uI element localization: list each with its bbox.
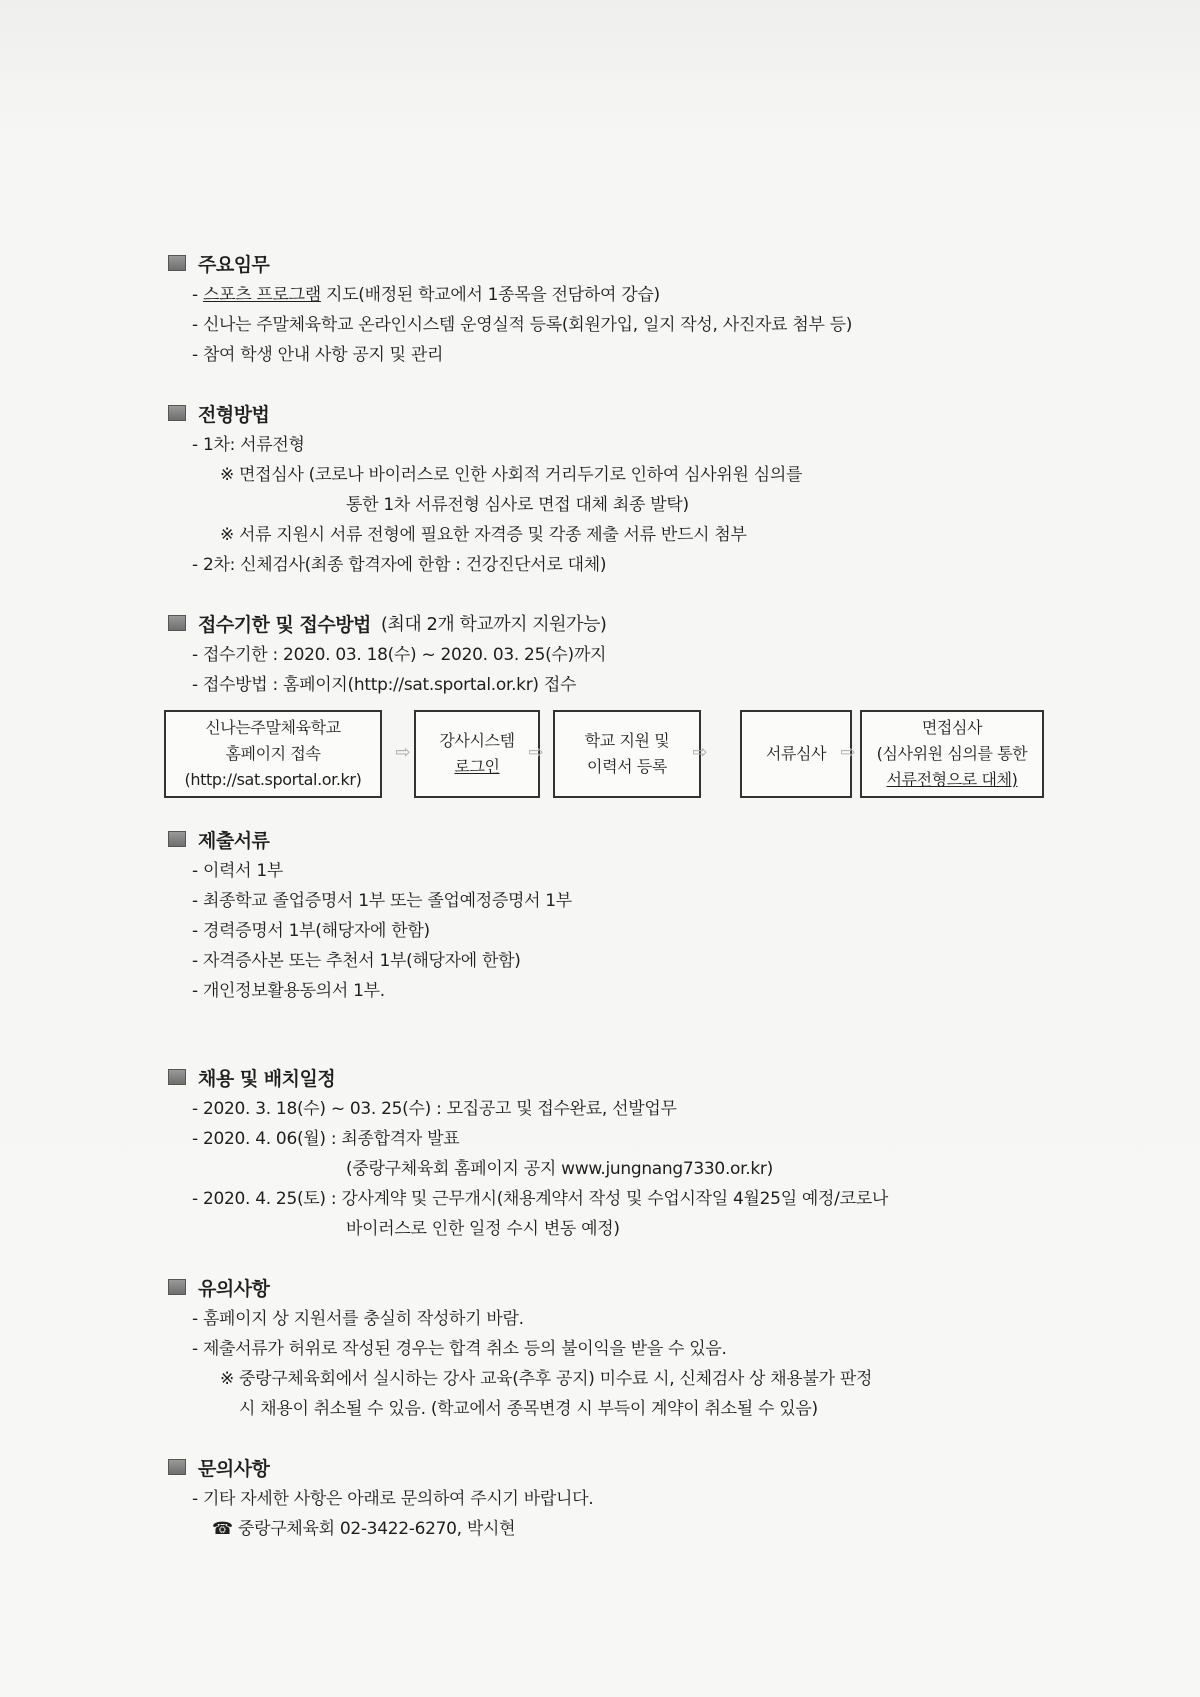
duty-line: - 신나는 주말체육학교 온라인시스템 운영실적 등록(회원가입, 일지 작성, 사진자료 첨부 등) xyxy=(192,315,853,335)
section-title: 접수기한 및 접수방법 xyxy=(198,613,371,636)
flow-step-register xyxy=(553,710,701,798)
note-remark: ※ 중랑구체육회에서 실시하는 강사 교육(추후 공지) 미수료 시, 신체검사 상 채용불가 판정 xyxy=(220,1369,873,1389)
section-contact xyxy=(168,1450,1048,1544)
section-title: 문의사항 xyxy=(198,1457,270,1480)
selection-line: - 1차: 서류전형 xyxy=(192,435,305,455)
section-documents xyxy=(168,822,1048,1006)
flow-step-login xyxy=(414,710,540,798)
section-title: 제출서류 xyxy=(198,829,270,852)
note-line: - 홈페이지 상 지원서를 충실히 작성하기 바람. xyxy=(192,1309,524,1329)
document-line: - 개인정보활용동의서 1부. xyxy=(192,981,385,1001)
selection-note: ※ 서류 지원시 서류 전형에 필요한 자격증 및 각종 제출 서류 반드시 첨부 xyxy=(220,525,747,545)
section-title: 주요임무 xyxy=(198,253,270,276)
flow-step-text: 강사시스템 xyxy=(439,731,515,750)
schedule-line-cont: (중랑구체육회 홈페이지 공지 www.jungnang7330.or.kr) xyxy=(346,1159,773,1179)
flow-step-text: 이력서 등록 xyxy=(587,757,667,776)
section-application xyxy=(168,606,1048,802)
document-line: - 이력서 1부 xyxy=(192,861,284,881)
flow-step-text: 학교 지원 및 xyxy=(584,731,670,750)
flow-step-homepage xyxy=(164,710,382,798)
section-selection xyxy=(168,396,1048,580)
flow-step-text: 신나는주말체육학교 xyxy=(205,718,341,737)
flow-step-text: 로그인 xyxy=(454,757,500,776)
section-schedule xyxy=(168,1060,1048,1244)
square-bullet-icon xyxy=(168,405,186,421)
flow-step-text: 서류심사 xyxy=(765,744,827,763)
schedule-line: - 2020. 3. 18(수) ~ 03. 25(수) : 모집공고 및 접수완료, 선발업무 xyxy=(192,1099,677,1119)
flow-step-document-review xyxy=(740,710,852,798)
section-notes xyxy=(168,1270,1048,1424)
schedule-line: - 2020. 4. 06(월) : 최종합격자 발표 xyxy=(192,1129,460,1149)
section-title: 전형방법 xyxy=(198,403,270,426)
flow-step-interview xyxy=(860,710,1044,798)
note-remark-cont: 시 채용이 취소될 수 있음. (학교에서 종목변경 시 부득이 계약이 취소될 수 있음) xyxy=(239,1399,818,1419)
square-bullet-icon xyxy=(168,1069,186,1085)
selection-note: ※ 면접심사 (코로나 바이러스로 인한 사회적 거리두기로 인하여 심사위원 심의를 xyxy=(220,465,803,485)
arrow-right-icon: ⇨ xyxy=(528,742,544,763)
square-bullet-icon xyxy=(168,831,186,847)
flow-step-text: 서류전형으로 대체) xyxy=(886,770,1018,789)
square-bullet-icon xyxy=(168,1279,186,1295)
section-heading xyxy=(168,1270,1048,1304)
section-subtitle: (최대 2개 학교까지 지원가능) xyxy=(380,614,607,635)
schedule-line-cont: 바이러스로 인한 일정 수시 변동 예정) xyxy=(346,1219,620,1239)
section-heading xyxy=(168,606,1048,640)
note-line: - 제출서류가 허위로 작성된 경우는 합격 취소 등의 불이익을 받을 수 있음. xyxy=(192,1339,727,1359)
duty-line-rest: 지도(배정된 학교에서 1종목을 전담하여 강습) xyxy=(320,285,660,305)
section-heading xyxy=(168,396,1048,430)
arrow-right-icon: ⇨ xyxy=(395,742,411,763)
duty-line: - 스포츠 프로그램 지도(배정된 학교에서 1종목을 전담하여 강습) xyxy=(192,285,660,305)
document-line: - 자격증사본 또는 추천서 1부(해당자에 한함) xyxy=(192,951,521,971)
section-heading xyxy=(168,822,1048,856)
document-content xyxy=(168,246,1048,1544)
square-bullet-icon xyxy=(168,615,186,631)
flow-step-text: (심사위원 심의를 통한 xyxy=(876,744,1028,763)
arrow-right-icon: ⇨ xyxy=(840,742,856,763)
selection-note-cont: 통한 1차 서류전형 심사로 면접 대체 최종 발탁) xyxy=(346,495,689,515)
schedule-line: - 2020. 4. 25(토) : 강사계약 및 근무개시(채용계약서 작성 및 수업시작일 4월25일 예정/코로나 xyxy=(192,1189,888,1209)
application-line: - 접수방법 : 홈페이지(http://sat.sportal.or.kr) 접수 xyxy=(192,675,577,695)
flow-step-text: (http://sat.sportal.or.kr) xyxy=(184,770,362,789)
contact-line: - 기타 자세한 사항은 아래로 문의하여 주시기 바랍니다. xyxy=(192,1489,594,1509)
section-heading xyxy=(168,1450,1048,1484)
section-title: 채용 및 배치일정 xyxy=(198,1067,336,1090)
application-flow-diagram xyxy=(164,706,1044,802)
square-bullet-icon xyxy=(168,1459,186,1475)
application-line: - 접수기한 : 2020. 03. 18(수) ~ 2020. 03. 25(수)까지 xyxy=(192,645,607,665)
document-line: - 경력증명서 1부(해당자에 한함) xyxy=(192,921,430,941)
arrow-right-icon: ⇨ xyxy=(692,742,708,763)
selection-line: - 2차: 신체검사(최종 합격자에 한함 : 건강진단서로 대체) xyxy=(192,555,607,575)
section-title: 유의사항 xyxy=(198,1277,270,1300)
contact-phone: ☎ 중랑구체육회 02-3422-6270, 박시현 xyxy=(212,1519,516,1539)
section-duties xyxy=(168,246,1048,370)
flow-step-text: 면접심사 xyxy=(921,718,983,737)
duty-line: - 참여 학생 안내 사항 공지 및 관리 xyxy=(192,345,444,365)
square-bullet-icon xyxy=(168,255,186,271)
section-heading xyxy=(168,1060,1048,1094)
flow-step-text: 홈페이지 접속 xyxy=(225,744,321,763)
section-heading xyxy=(168,246,1048,280)
document-line: - 최종학교 졸업증명서 1부 또는 졸업예정증명서 1부 xyxy=(192,891,572,911)
underlined-text: 스포츠 프로그램 xyxy=(202,285,321,305)
